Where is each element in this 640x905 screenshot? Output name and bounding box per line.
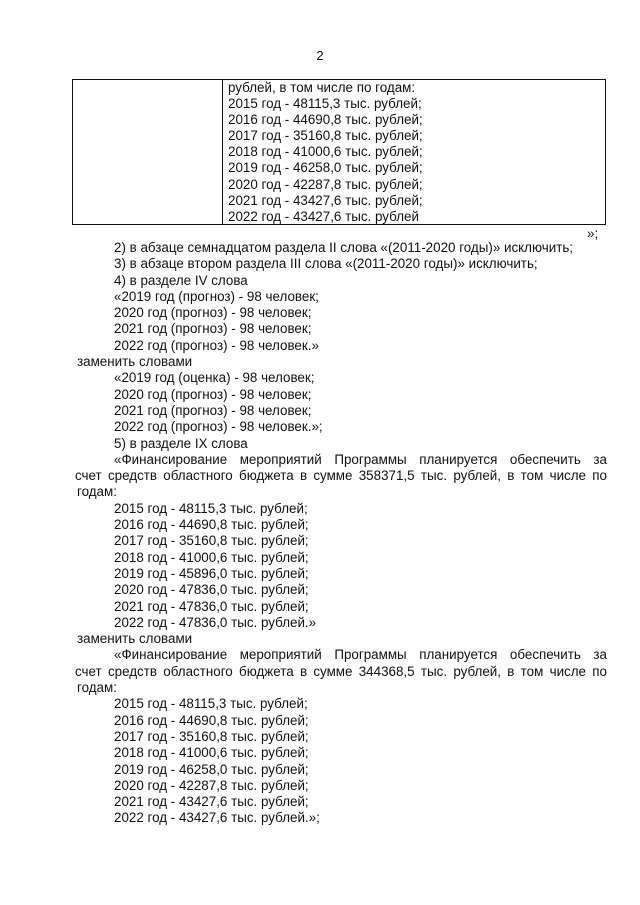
section9-old-year: 2018 год - 41000,6 тыс. рублей; [114,549,309,565]
section4-new-line: «2019 год (оценка) - 98 человек; [114,370,315,386]
table-line: 2016 год - 44690,8 тыс. рублей; [228,112,423,128]
table-closing-quote: »; [587,226,599,241]
document-body [75,240,607,827]
section9-new-year: 2017 год - 35160,8 тыс. рублей; [114,728,309,744]
section9-new-year: 2019 год - 46258,0 тыс. рублей; [114,761,309,777]
section4-old-line: 2022 год (прогноз) - 98 человек.» [114,337,319,353]
table-line: 2020 год - 42287,8 тыс. рублей; [228,176,423,192]
table-line: 2017 год - 35160,8 тыс. рублей; [228,128,423,144]
section9-new-paragraph-line: счет средств областного бюджета в сумме 344368,5 тыс. рублей, в том числе по [75,663,607,679]
section9-old-year: 2016 год - 44690,8 тыс. рублей; [114,517,309,533]
section9-old-year: 2015 год - 48115,3 тыс. рублей; [114,500,308,516]
amendment-item-5: 5) в разделе IX слова [114,435,248,451]
amendment-item-3: 3) в абзаце втором раздела III слова «(2011-2020 годы)» исключить; [114,256,538,272]
section9-old-year: 2022 год - 47836,0 тыс. рублей.» [114,614,317,630]
section9-new-year: 2021 год - 43427,6 тыс. рублей; [114,794,309,810]
section9-old-paragraph-line: счет средств областного бюджета в сумме 358371,5 тыс. рублей, в том числе по [75,468,607,484]
table-left-cell [73,80,223,224]
section9-old-paragraph-line: годам: [77,484,117,500]
table-line: рублей, в том числе по годам: [228,80,416,95]
section9-new-paragraph-line: «Финансирование мероприятий Программы планируется обеспечить за [114,647,607,663]
table-line: 2022 год - 43427,6 тыс. рублей [228,208,419,224]
section4-new-line: 2021 год (прогноз) - 98 человек; [114,402,312,418]
page-number: 2 [316,48,324,63]
section4-old-line: «2019 год (прогноз) - 98 человек; [114,288,319,304]
section4-old-line: 2021 год (прогноз) - 98 человек; [114,321,312,337]
table-line: 2015 год - 48115,3 тыс. рублей; [228,96,422,112]
section4-old-line: 2020 год (прогноз) - 98 человек; [114,305,312,321]
table-line: 2018 год - 41000,6 тыс. рублей; [228,144,423,160]
table-line: 2019 год - 46258,0 тыс. рублей; [228,160,423,176]
section9-old-year: 2017 год - 35160,8 тыс. рублей; [114,533,309,549]
amendment-table [72,79,606,225]
section9-new-year: 2018 год - 41000,6 тыс. рублей; [114,745,309,761]
table-line: 2021 год - 43427,6 тыс. рублей; [228,192,423,208]
section9-old-paragraph-line: «Финансирование мероприятий Программы планируется обеспечить за [114,451,607,467]
section9-old-year: 2019 год - 45896,0 тыс. рублей; [114,565,309,581]
section9-new-year: 2016 год - 44690,8 тыс. рублей; [114,712,309,728]
section9-old-year: 2021 год - 47836,0 тыс. рублей; [114,598,309,614]
section4-new-line: 2020 год (прогноз) - 98 человек; [114,386,312,402]
section9-new-year: 2020 год - 42287,8 тыс. рублей; [114,777,309,793]
replace-with-label: заменить словами [77,631,193,647]
amendment-item-4: 4) в разделе IV слова [114,272,248,288]
section9-new-year: 2022 год - 43427,6 тыс. рублей.»; [114,810,320,826]
amendment-item-2: 2) в абзаце семнадцатом раздела II слова «(2011-2020 годы)» исключить; [114,240,574,255]
section4-new-line: 2022 год (прогноз) - 98 человек.»; [114,419,323,435]
section9-old-year: 2020 год - 47836,0 тыс. рублей; [114,582,309,598]
section9-new-paragraph-line: годам: [77,680,117,696]
replace-with-label: заменить словами [77,354,193,370]
table-right-cell [223,80,605,224]
section9-new-year: 2015 год - 48115,3 тыс. рублей; [114,696,308,712]
